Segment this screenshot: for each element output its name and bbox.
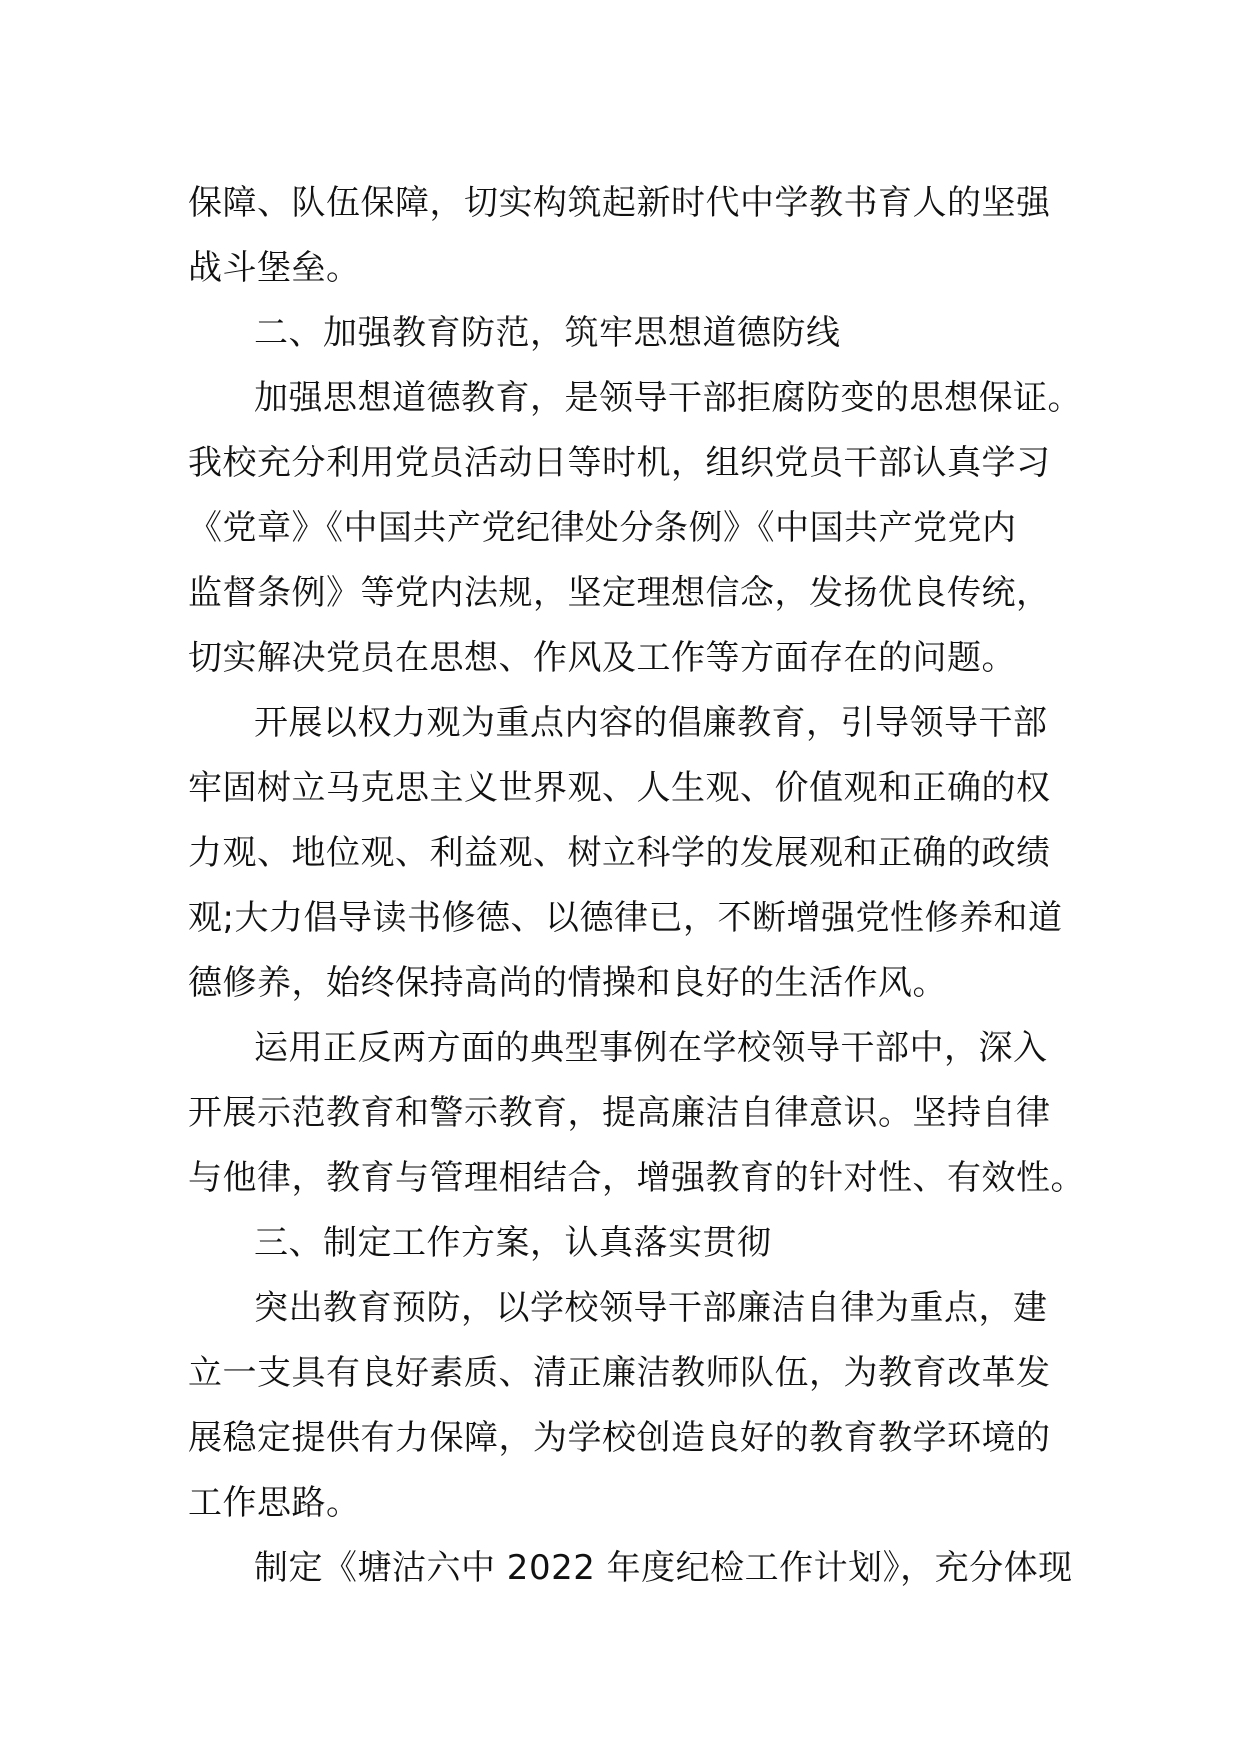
text-line: 《党章》《中国共产党纪律处分条例》《中国共产党党内	[188, 508, 1017, 548]
text-line: 制定《塘沽六中 2022 年度纪检工作计划》，充分体现	[254, 1548, 1073, 1588]
text-line: 开展以权力观为重点内容的倡廉教育，引导领导干部	[254, 703, 1048, 743]
text-line: 突出教育预防，以学校领导干部廉洁自律为重点，建	[254, 1288, 1048, 1328]
text-line: 展稳定提供有力保障，为学校创造良好的教育教学环境的	[188, 1418, 1051, 1458]
text-line: 观;大力倡导读书修德、以德律已，不断增强党性修养和道	[188, 898, 1063, 938]
text-line: 德修养，始终保持高尚的情操和良好的生活作风。	[188, 963, 947, 1003]
text-line: 运用正反两方面的典型事例在学校领导干部中，深入	[254, 1028, 1048, 1068]
text-line: 三、制定工作方案，认真落实贯彻	[254, 1223, 772, 1263]
text-line: 监督条例》等党内法规，坚定理想信念，发扬优良传统，	[188, 573, 1051, 613]
text-line: 加强思想道德教育，是领导干部拒腐防变的思想保证。	[254, 378, 1082, 418]
text-line: 战斗堡垒。	[188, 248, 361, 288]
text-line: 我校充分利用党员活动日等时机，组织党员干部认真学习	[188, 443, 1051, 483]
text-line: 与他律，教育与管理相结合，增强教育的针对性、有效性。	[188, 1158, 1085, 1198]
text-line: 力观、地位观、利益观、树立科学的发展观和正确的政绩	[188, 833, 1051, 873]
text-line: 开展示范教育和警示教育，提高廉洁自律意识。坚持自律	[188, 1093, 1051, 1133]
text-line: 切实解决党员在思想、作风及工作等方面存在的问题。	[188, 638, 1016, 678]
text-line: 工作思路。	[188, 1483, 361, 1523]
text-line: 二、加强教育防范，筑牢思想道德防线	[254, 313, 841, 353]
text-line: 牢固树立马克思主义世界观、人生观、价值观和正确的权	[188, 768, 1051, 808]
text-line: 立一支具有良好素质、清正廉洁教师队伍，为教育改革发	[188, 1353, 1051, 1393]
text-line: 保障、队伍保障，切实构筑起新时代中学教书育人的坚强	[188, 183, 1051, 223]
document-body	[188, 171, 1085, 1601]
